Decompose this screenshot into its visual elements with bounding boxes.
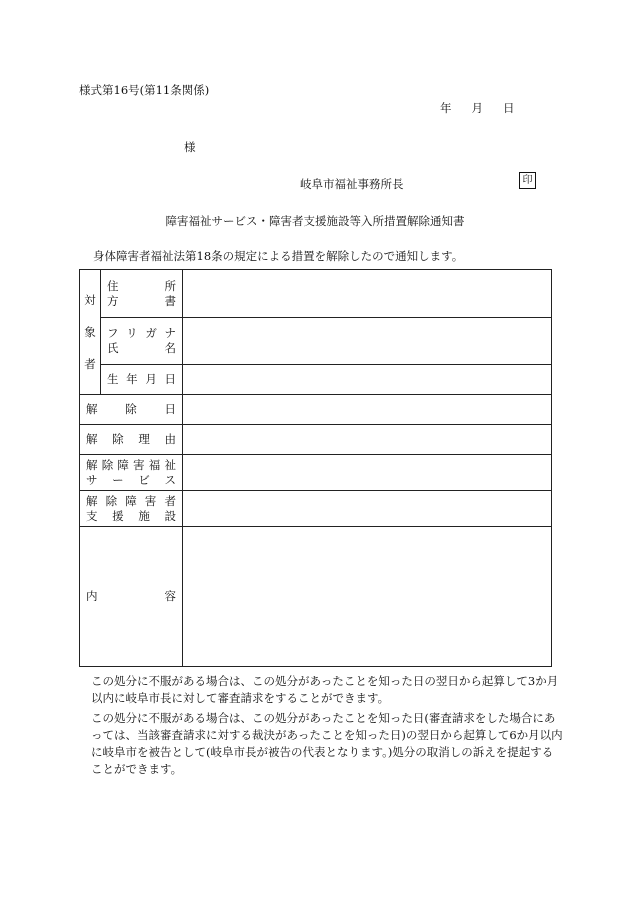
content-label: 内 容 xyxy=(80,527,183,667)
cancel-service-value[interactable] xyxy=(183,455,552,491)
name-value[interactable] xyxy=(183,318,552,365)
notice-table xyxy=(79,269,552,667)
name-label: フ リ ガ ナ 氏 名 xyxy=(101,318,183,365)
cancel-date-label: 解 除 日 xyxy=(80,395,183,425)
recipient-suffix: 様 xyxy=(184,140,196,154)
date-day: 日 xyxy=(503,101,515,115)
subject-group-label: 対 象 者 xyxy=(80,270,101,395)
cancel-date-value[interactable] xyxy=(183,395,552,425)
intro-text: 身体障害者福祉法第18条の規定による措置を解除したので通知します。 xyxy=(93,249,464,263)
cancel-facility-label: 解 除 障 害 者 支 援 施 設 xyxy=(80,491,183,527)
lawsuit-note: この処分に不服がある場合は、この処分があったことを知った日(審査請求をした場合にあっては、当該審査請求に対する裁決があったことを知った日)の翌日から起算して6か月以内に岐阜市を被告として(岐阜市長が被告の代表となります。)処分の取消しの訴えを提起することができます。 xyxy=(91,711,563,776)
address-label: 住 所 方 書 xyxy=(101,270,183,318)
dob-value[interactable] xyxy=(183,365,552,395)
document-title: 障害福祉サービス・障害者支援施設等入所措置解除通知書 xyxy=(165,214,465,228)
content-value[interactable] xyxy=(183,527,552,667)
dob-label: 生 年 月 日 xyxy=(101,365,183,395)
cancel-reason-value[interactable] xyxy=(183,425,552,455)
appeal-note: この処分に不服がある場合は、この処分があったことを知った日の翌日から起算して3か月以内に岐阜市長に対して審査請求をすることができます。 xyxy=(91,674,559,705)
date-year: 年 xyxy=(440,101,452,115)
cancel-reason-label: 解 除 理 由 xyxy=(80,425,183,455)
date-month: 月 xyxy=(471,101,483,115)
seal-mark: 印 xyxy=(519,172,536,189)
address-value[interactable] xyxy=(183,270,552,318)
cancel-service-label: 解 除 障 害 福 祉 サ ー ビ ス xyxy=(80,455,183,491)
form-number: 様式第16号(第11条関係) xyxy=(79,83,210,97)
issuer-name: 岐阜市福祉事務所長 xyxy=(300,177,404,191)
cancel-facility-value[interactable] xyxy=(183,491,552,527)
date-line xyxy=(440,100,515,116)
